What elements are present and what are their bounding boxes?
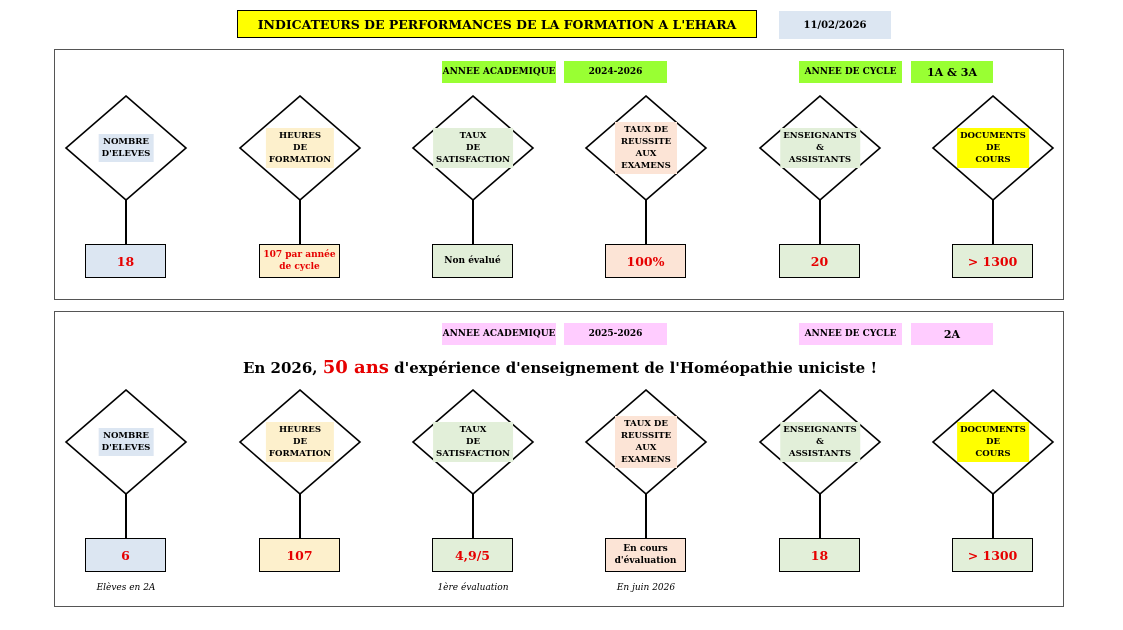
taux-reussite-value: 100%: [605, 244, 686, 278]
taux-satisfaction-label: TAUX DE SATISFACTION: [433, 128, 513, 168]
heures-formation-diamond: [238, 95, 362, 201]
documents-cours-label: DOCUMENTS DE COURS: [957, 422, 1029, 462]
anniversary-headline: [55, 357, 1065, 378]
taux-satisfaction-note: 1ère évaluation: [437, 583, 509, 593]
nombre-eleves-label: NOMBRE D'ELEVES: [99, 428, 154, 456]
enseignants-assistants-value: 18: [779, 538, 860, 572]
documents-cours-diamond: [931, 389, 1055, 495]
report-date: 11/02/2026: [779, 11, 891, 39]
cycle-year-value: 1A & 3A: [911, 61, 993, 83]
taux-satisfaction-diamond: [411, 95, 535, 201]
academic-year-value: 2025-2026: [564, 323, 667, 345]
connector-line: [819, 199, 821, 244]
enseignants-assistants-label: ENSEIGNANTS & ASSISTANTS: [780, 422, 860, 462]
enseignants-assistants-label: ENSEIGNANTS & ASSISTANTS: [780, 128, 860, 168]
taux-reussite-label: TAUX DE REUSSITE AUX EXAMENS: [615, 122, 677, 174]
connector-line: [299, 199, 301, 244]
connector-line: [645, 493, 647, 538]
heures-formation-value: 107: [259, 538, 340, 572]
headline-prefix: En 2026,: [242, 359, 323, 377]
headline-highlight: 50 ans: [322, 357, 389, 378]
documents-cours-value: > 1300: [952, 538, 1033, 572]
panel-2025-2026: [54, 311, 1064, 607]
nombre-eleves-note: Elèves en 2A: [96, 583, 156, 593]
nombre-eleves-diamond: [64, 95, 188, 201]
enseignants-assistants-diamond: [758, 389, 882, 495]
cycle-year-label: ANNEE DE CYCLE: [799, 323, 902, 345]
taux-reussite-value: En cours d'évaluation: [605, 538, 686, 572]
taux-reussite-diamond: [584, 389, 708, 495]
academic-year-label: ANNEE ACADEMIQUE: [442, 61, 556, 83]
connector-line: [992, 493, 994, 538]
taux-satisfaction-value: 4,9/5: [432, 538, 513, 572]
connector-line: [472, 199, 474, 244]
connector-line: [125, 199, 127, 244]
heures-formation-value: 107 par année de cycle: [259, 244, 340, 278]
taux-satisfaction-label: TAUX DE SATISFACTION: [433, 422, 513, 462]
connector-line: [125, 493, 127, 538]
connector-line: [819, 493, 821, 538]
documents-cours-value: > 1300: [952, 244, 1033, 278]
connector-line: [299, 493, 301, 538]
heures-formation-diamond: [238, 389, 362, 495]
cycle-year-value: 2A: [911, 323, 993, 345]
taux-satisfaction-value: Non évalué: [432, 244, 513, 278]
documents-cours-label: DOCUMENTS DE COURS: [957, 128, 1029, 168]
heures-formation-label: HEURES DE FORMATION: [266, 422, 334, 462]
documents-cours-diamond: [931, 95, 1055, 201]
taux-satisfaction-diamond: [411, 389, 535, 495]
taux-reussite-note: En juin 2026: [616, 583, 676, 593]
academic-year-label: ANNEE ACADEMIQUE: [442, 323, 556, 345]
connector-line: [472, 493, 474, 538]
cycle-year-label: ANNEE DE CYCLE: [799, 61, 902, 83]
headline-suffix: d'expérience d'enseignement de l'Homéopathie uniciste !: [388, 359, 878, 377]
academic-year-value: 2024-2026: [564, 61, 667, 83]
enseignants-assistants-value: 20: [779, 244, 860, 278]
nombre-eleves-value: 18: [85, 244, 166, 278]
connector-line: [645, 199, 647, 244]
enseignants-assistants-diamond: [758, 95, 882, 201]
nombre-eleves-diamond: [64, 389, 188, 495]
taux-reussite-diamond: [584, 95, 708, 201]
heures-formation-label: HEURES DE FORMATION: [266, 128, 334, 168]
nombre-eleves-value: 6: [85, 538, 166, 572]
taux-reussite-label: TAUX DE REUSSITE AUX EXAMENS: [615, 416, 677, 468]
panel-2024-2026: [54, 49, 1064, 300]
page-title: INDICATEURS DE PERFORMANCES DE LA FORMATION A L'EHARA: [237, 10, 757, 38]
nombre-eleves-label: NOMBRE D'ELEVES: [99, 134, 154, 162]
connector-line: [992, 199, 994, 244]
